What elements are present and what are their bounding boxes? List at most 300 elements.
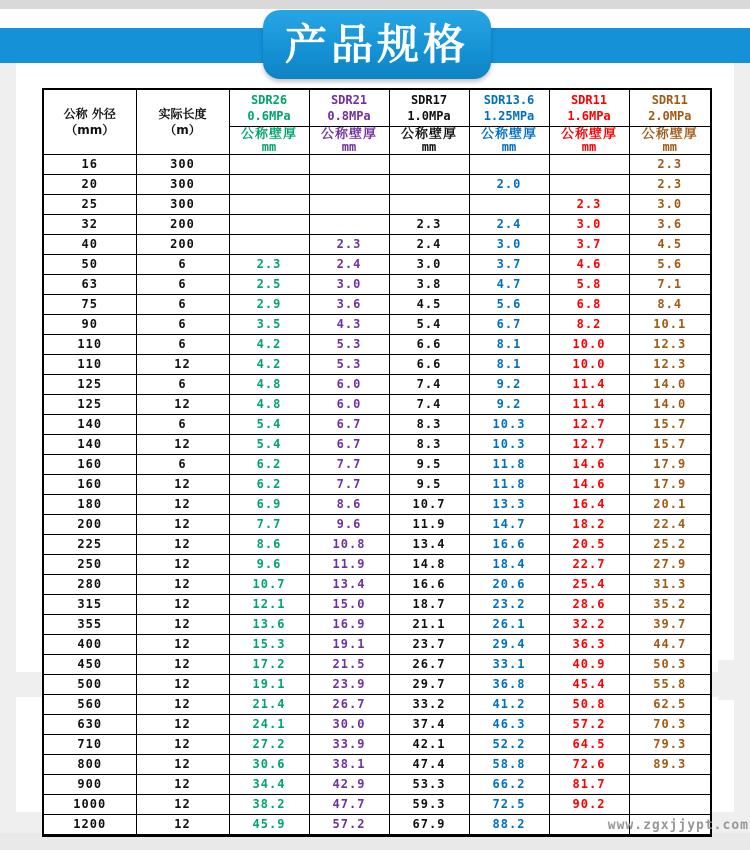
- cell-wall-thickness-2: 6.0: [309, 395, 389, 415]
- cell-outer-diameter: 32: [43, 215, 136, 235]
- cell-wall-thickness-1: 21.4: [229, 695, 309, 715]
- cell-length: 12: [136, 715, 229, 735]
- cell-length: 12: [136, 735, 229, 755]
- cell-wall-thickness-1: 10.7: [229, 575, 309, 595]
- cell-length: 12: [136, 675, 229, 695]
- table-row: [43, 235, 711, 255]
- cell-wall-thickness-6: 62.5: [629, 695, 711, 715]
- cell-outer-diameter: 180: [43, 495, 136, 515]
- cell-length: 12: [136, 695, 229, 715]
- spec-header-3: SDR17 1.0MPa: [389, 89, 469, 127]
- cell-wall-thickness-5: 90.2: [549, 795, 629, 815]
- cell-wall-thickness-4: 8.1: [469, 335, 549, 355]
- cell-wall-thickness-4: 4.7: [469, 275, 549, 295]
- cell-wall-thickness-5: 3.0: [549, 215, 629, 235]
- cell-wall-thickness-6: 55.8: [629, 675, 711, 695]
- cell-wall-thickness-2: 38.1: [309, 755, 389, 775]
- table-row: [43, 495, 711, 515]
- cell-wall-thickness-1: 6.9: [229, 495, 309, 515]
- cell-outer-diameter: 25: [43, 195, 136, 215]
- cell-wall-thickness-4: 5.6: [469, 295, 549, 315]
- cell-wall-thickness-6: 70.3: [629, 715, 711, 735]
- cell-wall-thickness-1: [229, 215, 309, 235]
- cell-wall-thickness-5: [549, 175, 629, 195]
- header-row-top: [43, 89, 711, 127]
- table-row: [43, 275, 711, 295]
- cell-wall-thickness-2: 5.3: [309, 355, 389, 375]
- cell-wall-thickness-3: 16.6: [389, 575, 469, 595]
- cell-wall-thickness-6: 4.5: [629, 235, 711, 255]
- cell-wall-thickness-3: 10.7: [389, 495, 469, 515]
- header-outer-diameter: [43, 89, 136, 155]
- cell-wall-thickness-3: 6.6: [389, 355, 469, 375]
- cell-wall-thickness-3: [389, 155, 469, 175]
- cell-wall-thickness-2: 26.7: [309, 695, 389, 715]
- cell-wall-thickness-3: 8.3: [389, 435, 469, 455]
- cell-wall-thickness-4: 10.3: [469, 435, 549, 455]
- cell-wall-thickness-6: 14.0: [629, 395, 711, 415]
- table-row: [43, 575, 711, 595]
- cell-length: 12: [136, 815, 229, 836]
- cell-length: 300: [136, 195, 229, 215]
- cell-wall-thickness-3: 6.6: [389, 335, 469, 355]
- cell-wall-thickness-5: 36.3: [549, 635, 629, 655]
- banner-title: 产品规格: [284, 19, 469, 69]
- header-actual-length-label: 实际长度: [158, 107, 207, 121]
- spec-subheader-2: 公称壁厚 mm: [309, 127, 389, 155]
- cell-wall-thickness-6: 79.3: [629, 735, 711, 755]
- cell-wall-thickness-2: 4.3: [309, 315, 389, 335]
- cell-wall-thickness-6: 35.2: [629, 595, 711, 615]
- table-row: [43, 695, 711, 715]
- cell-wall-thickness-5: 6.8: [549, 295, 629, 315]
- cell-wall-thickness-6: 44.7: [629, 635, 711, 655]
- cell-wall-thickness-3: 2.3: [389, 215, 469, 235]
- spec-table-container: [42, 88, 712, 837]
- cell-length: 6: [136, 255, 229, 275]
- cell-wall-thickness-3: 11.9: [389, 515, 469, 535]
- cell-wall-thickness-6: 50.3: [629, 655, 711, 675]
- cell-outer-diameter: 125: [43, 375, 136, 395]
- table-row: [43, 655, 711, 675]
- table-row: [43, 295, 711, 315]
- table-row: [43, 475, 711, 495]
- cell-wall-thickness-5: 22.7: [549, 555, 629, 575]
- table-header: [43, 89, 711, 155]
- cell-wall-thickness-2: 3.6: [309, 295, 389, 315]
- cell-wall-thickness-3: 21.1: [389, 615, 469, 635]
- cell-wall-thickness-4: 52.2: [469, 735, 549, 755]
- table-row: [43, 615, 711, 635]
- cell-wall-thickness-1: 45.9: [229, 815, 309, 836]
- cell-outer-diameter: 50: [43, 255, 136, 275]
- table-row: [43, 155, 711, 175]
- cell-wall-thickness-1: 5.4: [229, 435, 309, 455]
- cell-length: 12: [136, 615, 229, 635]
- cell-wall-thickness-3: 9.5: [389, 455, 469, 475]
- cell-wall-thickness-6: 14.0: [629, 375, 711, 395]
- spec-header-1: SDR26 0.6MPa: [229, 89, 309, 127]
- table-body: [43, 155, 711, 836]
- table-row: [43, 595, 711, 615]
- cell-wall-thickness-6: 10.1: [629, 315, 711, 335]
- cell-wall-thickness-6: 7.1: [629, 275, 711, 295]
- cell-length: 300: [136, 175, 229, 195]
- cell-wall-thickness-1: 6.2: [229, 455, 309, 475]
- cell-wall-thickness-1: 5.4: [229, 415, 309, 435]
- cell-wall-thickness-4: 36.8: [469, 675, 549, 695]
- cell-outer-diameter: 20: [43, 175, 136, 195]
- table-row: [43, 715, 711, 735]
- cell-wall-thickness-4: 41.2: [469, 695, 549, 715]
- cell-wall-thickness-1: 2.9: [229, 295, 309, 315]
- cell-outer-diameter: 160: [43, 455, 136, 475]
- cell-wall-thickness-5: 16.4: [549, 495, 629, 515]
- cell-wall-thickness-3: 42.1: [389, 735, 469, 755]
- cell-outer-diameter: 200: [43, 515, 136, 535]
- cell-wall-thickness-5: 10.0: [549, 355, 629, 375]
- cell-wall-thickness-1: 9.6: [229, 555, 309, 575]
- cell-length: 12: [136, 475, 229, 495]
- table-row: [43, 195, 711, 215]
- cell-wall-thickness-2: 6.7: [309, 415, 389, 435]
- cell-wall-thickness-4: 23.2: [469, 595, 549, 615]
- cell-wall-thickness-2: 7.7: [309, 455, 389, 475]
- cell-wall-thickness-5: 14.6: [549, 475, 629, 495]
- cell-wall-thickness-5: 81.7: [549, 775, 629, 795]
- cell-wall-thickness-2: 21.5: [309, 655, 389, 675]
- cell-outer-diameter: 800: [43, 755, 136, 775]
- cell-wall-thickness-1: 34.4: [229, 775, 309, 795]
- cell-outer-diameter: 500: [43, 675, 136, 695]
- cell-outer-diameter: 355: [43, 615, 136, 635]
- right-gray-strip: [734, 63, 750, 850]
- cell-wall-thickness-4: [469, 195, 549, 215]
- cell-wall-thickness-2: 6.7: [309, 435, 389, 455]
- table-row: [43, 375, 711, 395]
- cell-wall-thickness-2: 15.0: [309, 595, 389, 615]
- cell-wall-thickness-2: 30.0: [309, 715, 389, 735]
- cell-outer-diameter: 1200: [43, 815, 136, 836]
- cell-wall-thickness-1: [229, 235, 309, 255]
- cell-outer-diameter: 450: [43, 655, 136, 675]
- cell-wall-thickness-3: 37.4: [389, 715, 469, 735]
- product-spec-banner: [263, 10, 491, 79]
- cell-wall-thickness-3: [389, 175, 469, 195]
- spec-subheader-6: 公称壁厚 mm: [629, 127, 711, 155]
- spec-subheader-3: 公称壁厚 mm: [389, 127, 469, 155]
- cell-wall-thickness-1: 38.2: [229, 795, 309, 815]
- cell-length: 12: [136, 535, 229, 555]
- cell-wall-thickness-4: 18.4: [469, 555, 549, 575]
- cell-wall-thickness-2: 23.9: [309, 675, 389, 695]
- table-row: [43, 415, 711, 435]
- cell-wall-thickness-2: 7.7: [309, 475, 389, 495]
- cell-wall-thickness-1: 27.2: [229, 735, 309, 755]
- cell-wall-thickness-2: 6.0: [309, 375, 389, 395]
- cell-wall-thickness-1: 8.6: [229, 535, 309, 555]
- cell-wall-thickness-3: 3.0: [389, 255, 469, 275]
- cell-wall-thickness-1: 30.6: [229, 755, 309, 775]
- cell-wall-thickness-1: [229, 175, 309, 195]
- spec-header-2: SDR21 0.8MPa: [309, 89, 389, 127]
- cell-wall-thickness-3: 2.4: [389, 235, 469, 255]
- cell-wall-thickness-2: [309, 155, 389, 175]
- cell-outer-diameter: 140: [43, 435, 136, 455]
- cell-length: 6: [136, 335, 229, 355]
- cell-wall-thickness-6: 3.0: [629, 195, 711, 215]
- cell-wall-thickness-6: 20.1: [629, 495, 711, 515]
- cell-outer-diameter: 630: [43, 715, 136, 735]
- spec-table: [42, 88, 712, 837]
- cell-wall-thickness-6: 39.7: [629, 615, 711, 635]
- cell-wall-thickness-1: 4.2: [229, 355, 309, 375]
- cell-length: 6: [136, 295, 229, 315]
- cell-wall-thickness-5: 14.6: [549, 455, 629, 475]
- cell-wall-thickness-5: 20.5: [549, 535, 629, 555]
- cell-wall-thickness-2: 9.6: [309, 515, 389, 535]
- cell-wall-thickness-1: 2.5: [229, 275, 309, 295]
- table-row: [43, 395, 711, 415]
- cell-length: 6: [136, 455, 229, 475]
- cell-length: 12: [136, 655, 229, 675]
- cell-wall-thickness-5: 32.2: [549, 615, 629, 635]
- cell-wall-thickness-4: 6.7: [469, 315, 549, 335]
- table-row: [43, 315, 711, 335]
- cell-wall-thickness-2: 3.0: [309, 275, 389, 295]
- cell-outer-diameter: 225: [43, 535, 136, 555]
- cell-wall-thickness-4: 29.4: [469, 635, 549, 655]
- spec-subheader-5: 公称壁厚 mm: [549, 127, 629, 155]
- cell-length: 12: [136, 495, 229, 515]
- table-row: [43, 335, 711, 355]
- cell-length: 12: [136, 795, 229, 815]
- cell-wall-thickness-3: 3.8: [389, 275, 469, 295]
- cell-wall-thickness-3: 26.7: [389, 655, 469, 675]
- cell-wall-thickness-6: 31.3: [629, 575, 711, 595]
- cell-length: 12: [136, 755, 229, 775]
- cell-outer-diameter: 40: [43, 235, 136, 255]
- table-row: [43, 215, 711, 235]
- cell-wall-thickness-5: 45.4: [549, 675, 629, 695]
- cell-wall-thickness-3: 18.7: [389, 595, 469, 615]
- cell-wall-thickness-6: 27.9: [629, 555, 711, 575]
- cell-wall-thickness-1: 6.2: [229, 475, 309, 495]
- cell-wall-thickness-2: 2.4: [309, 255, 389, 275]
- cell-wall-thickness-2: 10.8: [309, 535, 389, 555]
- cell-length: 12: [136, 515, 229, 535]
- cell-wall-thickness-4: 2.4: [469, 215, 549, 235]
- cell-wall-thickness-2: 11.9: [309, 555, 389, 575]
- cell-outer-diameter: 125: [43, 395, 136, 415]
- right-gray-block: [718, 660, 750, 700]
- cell-wall-thickness-4: 10.3: [469, 415, 549, 435]
- cell-length: 12: [136, 775, 229, 795]
- cell-wall-thickness-1: 17.2: [229, 655, 309, 675]
- cell-outer-diameter: 110: [43, 335, 136, 355]
- header-outer-diameter-unit: （mm）: [65, 123, 115, 137]
- cell-wall-thickness-3: 47.4: [389, 755, 469, 775]
- cell-wall-thickness-1: 4.2: [229, 335, 309, 355]
- spec-subheader-4: 公称壁厚 mm: [469, 127, 549, 155]
- cell-wall-thickness-2: [309, 175, 389, 195]
- cell-wall-thickness-3: [389, 195, 469, 215]
- cell-wall-thickness-4: 14.7: [469, 515, 549, 535]
- cell-wall-thickness-5: 72.6: [549, 755, 629, 775]
- cell-wall-thickness-2: [309, 215, 389, 235]
- table-row: [43, 795, 711, 815]
- cell-wall-thickness-4: 13.3: [469, 495, 549, 515]
- cell-wall-thickness-4: 9.2: [469, 375, 549, 395]
- cell-wall-thickness-2: 33.9: [309, 735, 389, 755]
- cell-wall-thickness-1: 24.1: [229, 715, 309, 735]
- cell-wall-thickness-5: 25.4: [549, 575, 629, 595]
- spec-header-4: SDR13.6 1.25MPa: [469, 89, 549, 127]
- table-row: [43, 555, 711, 575]
- cell-wall-thickness-6: 12.3: [629, 355, 711, 375]
- table-row: [43, 735, 711, 755]
- cell-wall-thickness-5: 12.7: [549, 435, 629, 455]
- cell-wall-thickness-5: 3.7: [549, 235, 629, 255]
- cell-wall-thickness-4: 88.2: [469, 815, 549, 836]
- table-row: [43, 255, 711, 275]
- cell-wall-thickness-6: 3.6: [629, 215, 711, 235]
- cell-wall-thickness-4: 2.0: [469, 175, 549, 195]
- cell-wall-thickness-3: 4.5: [389, 295, 469, 315]
- cell-length: 200: [136, 235, 229, 255]
- cell-wall-thickness-5: 8.2: [549, 315, 629, 335]
- cell-wall-thickness-5: 40.9: [549, 655, 629, 675]
- cell-wall-thickness-3: 23.7: [389, 635, 469, 655]
- cell-outer-diameter: 90: [43, 315, 136, 335]
- cell-wall-thickness-4: 26.1: [469, 615, 549, 635]
- table-row: [43, 535, 711, 555]
- cell-length: 12: [136, 575, 229, 595]
- cell-wall-thickness-6: 12.3: [629, 335, 711, 355]
- cell-length: 12: [136, 355, 229, 375]
- cell-outer-diameter: 400: [43, 635, 136, 655]
- cell-wall-thickness-1: 3.5: [229, 315, 309, 335]
- cell-outer-diameter: 315: [43, 595, 136, 615]
- cell-wall-thickness-2: 13.4: [309, 575, 389, 595]
- cell-wall-thickness-4: 3.0: [469, 235, 549, 255]
- table-row: [43, 755, 711, 775]
- cell-wall-thickness-6: 15.7: [629, 435, 711, 455]
- cell-wall-thickness-6: 25.2: [629, 535, 711, 555]
- cell-wall-thickness-5: 28.6: [549, 595, 629, 615]
- cell-length: 6: [136, 315, 229, 335]
- cell-wall-thickness-1: 2.3: [229, 255, 309, 275]
- cell-length: 6: [136, 375, 229, 395]
- cell-wall-thickness-3: 67.9: [389, 815, 469, 836]
- left-gray-strip: [0, 63, 16, 850]
- cell-wall-thickness-5: 11.4: [549, 395, 629, 415]
- cell-wall-thickness-6: 17.9: [629, 455, 711, 475]
- cell-wall-thickness-5: 50.8: [549, 695, 629, 715]
- cell-wall-thickness-4: 66.2: [469, 775, 549, 795]
- cell-length: 12: [136, 435, 229, 455]
- cell-length: 12: [136, 595, 229, 615]
- spec-header-6: SDR11 2.0MPa: [629, 89, 711, 127]
- cell-wall-thickness-2: 5.3: [309, 335, 389, 355]
- cell-wall-thickness-5: 4.6: [549, 255, 629, 275]
- cell-wall-thickness-4: 33.1: [469, 655, 549, 675]
- cell-outer-diameter: 250: [43, 555, 136, 575]
- cell-wall-thickness-3: 53.3: [389, 775, 469, 795]
- table-row: [43, 675, 711, 695]
- cell-wall-thickness-3: 5.4: [389, 315, 469, 335]
- cell-wall-thickness-1: 12.1: [229, 595, 309, 615]
- cell-wall-thickness-4: [469, 155, 549, 175]
- cell-wall-thickness-6: 15.7: [629, 415, 711, 435]
- cell-wall-thickness-3: 9.5: [389, 475, 469, 495]
- cell-wall-thickness-2: 47.7: [309, 795, 389, 815]
- cell-wall-thickness-6: 2.3: [629, 155, 711, 175]
- header-actual-length: [136, 89, 229, 155]
- table-row: [43, 515, 711, 535]
- spec-subheader-1: 公称壁厚 mm: [229, 127, 309, 155]
- cell-outer-diameter: 1000: [43, 795, 136, 815]
- cell-wall-thickness-1: [229, 195, 309, 215]
- header-outer-diameter-label: 公称 外径: [63, 107, 116, 121]
- cell-wall-thickness-1: 19.1: [229, 675, 309, 695]
- cell-wall-thickness-5: [549, 155, 629, 175]
- cell-wall-thickness-6: 2.3: [629, 175, 711, 195]
- cell-wall-thickness-1: 15.3: [229, 635, 309, 655]
- cell-length: 12: [136, 395, 229, 415]
- cell-outer-diameter: 16: [43, 155, 136, 175]
- cell-wall-thickness-1: 4.8: [229, 375, 309, 395]
- cell-length: 200: [136, 215, 229, 235]
- cell-wall-thickness-1: [229, 155, 309, 175]
- cell-wall-thickness-4: 20.6: [469, 575, 549, 595]
- cell-wall-thickness-4: 46.3: [469, 715, 549, 735]
- cell-wall-thickness-6: 17.9: [629, 475, 711, 495]
- cell-wall-thickness-4: 72.5: [469, 795, 549, 815]
- cell-wall-thickness-4: 16.6: [469, 535, 549, 555]
- cell-wall-thickness-5: 57.2: [549, 715, 629, 735]
- cell-wall-thickness-1: 7.7: [229, 515, 309, 535]
- cell-wall-thickness-2: 57.2: [309, 815, 389, 836]
- cell-wall-thickness-6: [629, 775, 711, 795]
- watermark: www.zgxjjypt.com: [607, 818, 749, 833]
- table-row: [43, 635, 711, 655]
- cell-outer-diameter: 75: [43, 295, 136, 315]
- cell-wall-thickness-4: 3.7: [469, 255, 549, 275]
- cell-wall-thickness-3: 33.2: [389, 695, 469, 715]
- cell-wall-thickness-2: 8.6: [309, 495, 389, 515]
- cell-wall-thickness-6: 8.4: [629, 295, 711, 315]
- cell-wall-thickness-3: 29.7: [389, 675, 469, 695]
- cell-wall-thickness-5: 12.7: [549, 415, 629, 435]
- cell-outer-diameter: 560: [43, 695, 136, 715]
- spec-header-5: SDR11 1.6MPa: [549, 89, 629, 127]
- cell-wall-thickness-5: 2.3: [549, 195, 629, 215]
- cell-wall-thickness-3: 14.8: [389, 555, 469, 575]
- cell-wall-thickness-4: 11.8: [469, 455, 549, 475]
- cell-wall-thickness-4: 11.8: [469, 475, 549, 495]
- cell-wall-thickness-4: 58.8: [469, 755, 549, 775]
- cell-wall-thickness-1: 13.6: [229, 615, 309, 635]
- cell-wall-thickness-2: 42.9: [309, 775, 389, 795]
- cell-wall-thickness-4: 8.1: [469, 355, 549, 375]
- cell-length: 6: [136, 415, 229, 435]
- cell-outer-diameter: 900: [43, 775, 136, 795]
- cell-wall-thickness-5: 5.8: [549, 275, 629, 295]
- cell-wall-thickness-2: 19.1: [309, 635, 389, 655]
- cell-outer-diameter: 63: [43, 275, 136, 295]
- cell-outer-diameter: 110: [43, 355, 136, 375]
